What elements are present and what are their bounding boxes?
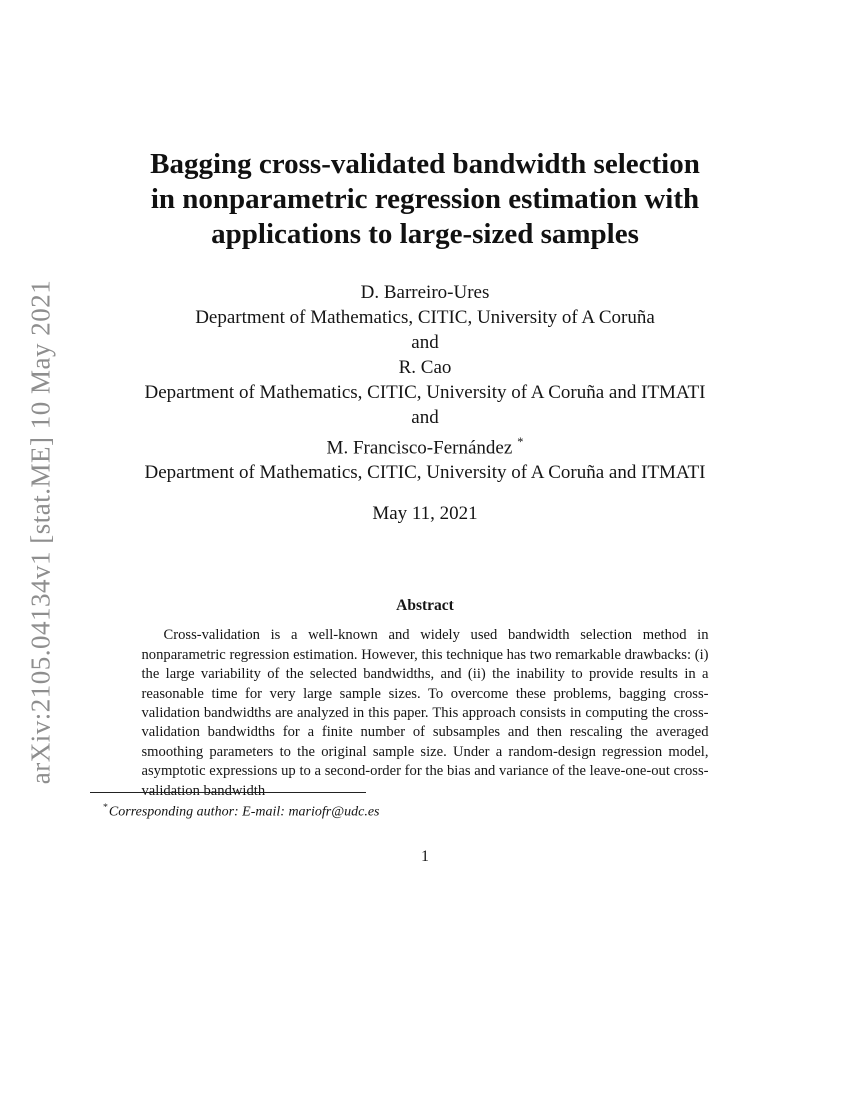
author-name	[0, 280, 850, 305]
arxiv-stamp: arXiv:2105.04134v1 [stat.ME] 10 May 2021	[25, 279, 56, 785]
paper-title-line: applications to large-sized samples	[211, 218, 639, 250]
author-separator: and	[411, 407, 439, 428]
author-affiliation: Department of Mathematics, CITIC, University of A Coruña and ITMATI	[144, 462, 706, 484]
corresponding-author-marker: *	[517, 435, 524, 449]
author-affiliation: Department of Mathematics, CITIC, University of A Coruña and ITMATI	[144, 382, 706, 403]
footnote-divider	[90, 792, 366, 793]
footnote-text	[90, 799, 750, 822]
paper-date: May 11, 2021	[372, 503, 478, 525]
footnote-body: Corresponding author: E-mail: mariofr@udc.es	[108, 804, 380, 820]
author-name-text: D. Barreiro-Ures	[360, 282, 490, 303]
paper-title-line: in nonparametric regression estimation with	[150, 183, 700, 215]
author-name	[0, 430, 850, 460]
author-block	[0, 280, 850, 485]
author-name-text: R. Cao	[398, 357, 452, 378]
author-name	[0, 355, 850, 380]
paper-title-line: Bagging cross-validated bandwidth selection	[150, 148, 700, 180]
paper-title	[0, 147, 850, 252]
footnote-area	[90, 792, 750, 822]
author-affiliation: Department of Mathematics, CITIC, University of A Coruña	[195, 307, 655, 328]
footnote-marker: *	[103, 802, 108, 813]
author-separator: and	[411, 332, 439, 353]
author-name-text: M. Francisco-Fernández	[326, 437, 513, 459]
abstract-heading: Abstract	[396, 597, 454, 615]
page-number: 1	[421, 848, 429, 865]
abstract-text: Cross-validation is a well-known and widely used bandwidth selection method in nonparametric regression estimation. However, this technique has two remarkable drawbacks: (i) the large variability of the selected bandwidths, and (ii) the inability to provide results in a reasonable time for very large sample sizes. To overcome these problems, bagging cross-validation bandwidths are analyzed in this paper. This approach consists in computing the cross-validation bandwidths for a finite number of subsamples and then rescaling the averaged smoothing parameters to the original sample size. Under a random-design regression model, asymptotic expressions up to a second-order for the bias and variance of the leave-one-out cross-validation bandwidth	[141, 627, 709, 799]
